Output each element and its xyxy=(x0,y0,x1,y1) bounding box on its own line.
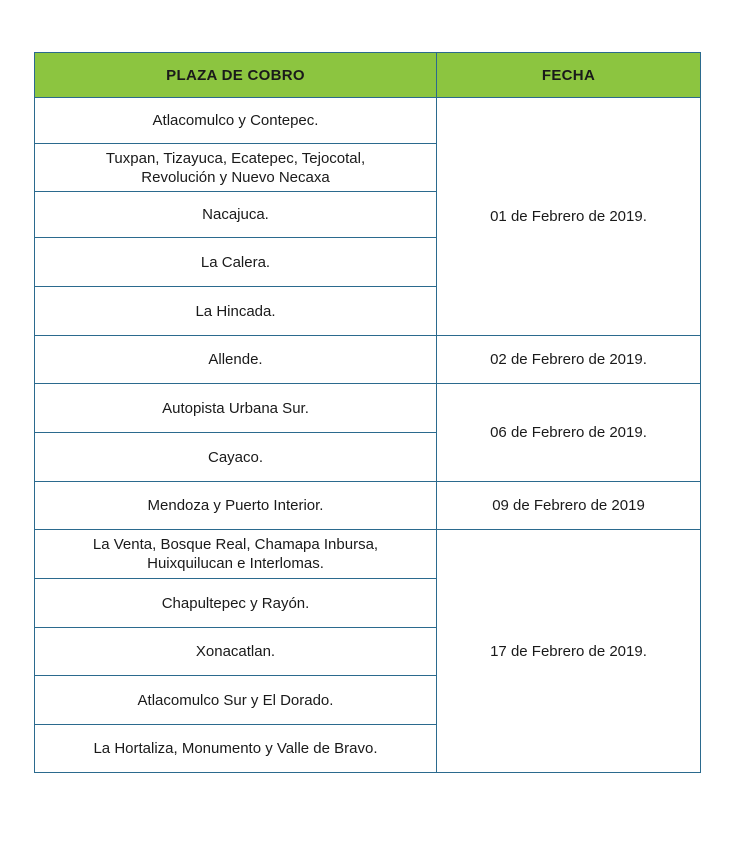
date-cell: 17 de Febrero de 2019. xyxy=(437,530,701,773)
table-row xyxy=(35,336,701,384)
plaza-cell-line: Huixquilucan e Interlomas. xyxy=(147,555,324,572)
table-row xyxy=(35,482,701,530)
plaza-cell: La Calera. xyxy=(35,238,437,287)
plaza-cell xyxy=(35,144,437,192)
plaza-cell-line: La Venta, Bosque Real, Chamapa Inbursa, xyxy=(92,536,379,553)
toll-schedule-table xyxy=(34,52,701,773)
header-fecha: FECHA xyxy=(437,53,701,98)
plaza-cell: Allende. xyxy=(35,336,437,384)
plaza-cell-line: Tuxpan, Tizayuca, Ecatepec, Tejocotal, xyxy=(105,149,366,167)
header-plaza-de-cobro: PLAZA DE COBRO xyxy=(35,53,437,98)
date-cell: 09 de Febrero de 2019 xyxy=(437,482,701,530)
table-row xyxy=(35,530,701,579)
plaza-cell: Chapultepec y Rayón. xyxy=(35,579,437,628)
date-cell: 06 de Febrero de 2019. xyxy=(437,384,701,482)
table-row xyxy=(35,98,701,144)
date-cell: 02 de Febrero de 2019. xyxy=(437,336,701,384)
plaza-cell: Autopista Urbana Sur. xyxy=(35,384,437,433)
plaza-cell xyxy=(35,530,437,579)
plaza-cell: Mendoza y Puerto Interior. xyxy=(35,482,437,530)
plaza-cell: Atlacomulco y Contepec. xyxy=(35,98,437,144)
header-row xyxy=(35,53,701,98)
plaza-cell: Nacajuca. xyxy=(35,192,437,238)
plaza-cell: Atlacomulco Sur y El Dorado. xyxy=(35,676,437,725)
plaza-cell: Xonacatlan. xyxy=(35,628,437,676)
plaza-cell: Cayaco. xyxy=(35,433,437,482)
plaza-cell: La Hincada. xyxy=(35,287,437,336)
plaza-cell: La Hortaliza, Monumento y Valle de Bravo. xyxy=(35,725,437,773)
table-row xyxy=(35,384,701,433)
date-cell: 01 de Febrero de 2019. xyxy=(437,98,701,336)
plaza-cell-line: Revolución y Nuevo Necaxa xyxy=(141,168,330,186)
